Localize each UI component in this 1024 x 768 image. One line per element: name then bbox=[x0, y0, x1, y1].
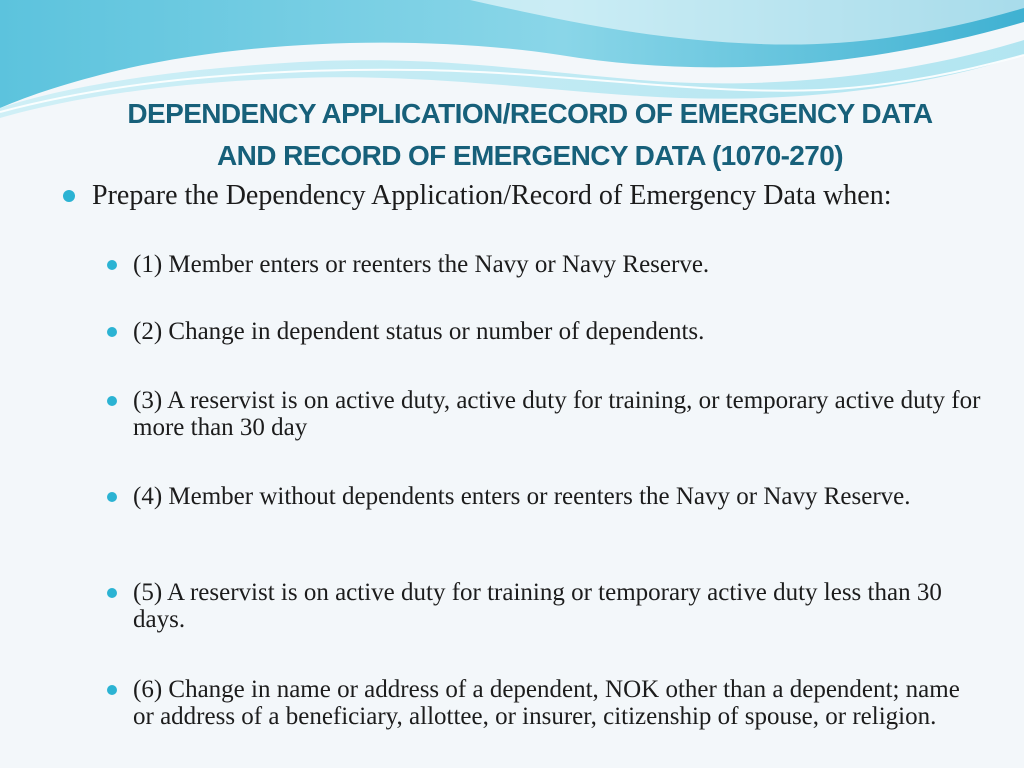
bullet-icon bbox=[107, 588, 117, 598]
bullet-icon bbox=[107, 396, 117, 406]
list-item: (3) A reservist is on active duty, active duty for training, or temporary active duty for more than 30 day bbox=[133, 387, 981, 441]
bullet-icon bbox=[107, 492, 117, 502]
bullet-icon bbox=[107, 260, 117, 270]
list-item: (1) Member enters or reenters the Navy or Navy Reserve. bbox=[133, 251, 710, 278]
slide-title-line-2: AND RECORD OF EMERGENCY DATA (1070-270) bbox=[217, 140, 843, 171]
bullet-icon bbox=[107, 327, 117, 337]
slide-title bbox=[60, 93, 1000, 177]
list-item: (5) A reservist is on active duty for training or temporary active duty less than 30 days. bbox=[133, 579, 942, 633]
list-item: (2) Change in dependent status or number of dependents. bbox=[133, 318, 705, 345]
list-item: (4) Member without dependents enters or reenters the Navy or Navy Reserve. bbox=[133, 483, 911, 510]
main-bullet-text: Prepare the Dependency Application/Record of Emergency Data when: bbox=[92, 180, 892, 211]
list-item: (6) Change in name or address of a dependent, NOK other than a dependent; name or address of a beneficiary, allottee, or insurer, citizenship of spouse, or religion. bbox=[133, 676, 960, 730]
slide-title-line-1: DEPENDENCY APPLICATION/RECORD OF EMERGENCY DATA bbox=[127, 98, 933, 129]
bullet-icon bbox=[63, 190, 75, 202]
bullet-icon bbox=[107, 685, 117, 695]
